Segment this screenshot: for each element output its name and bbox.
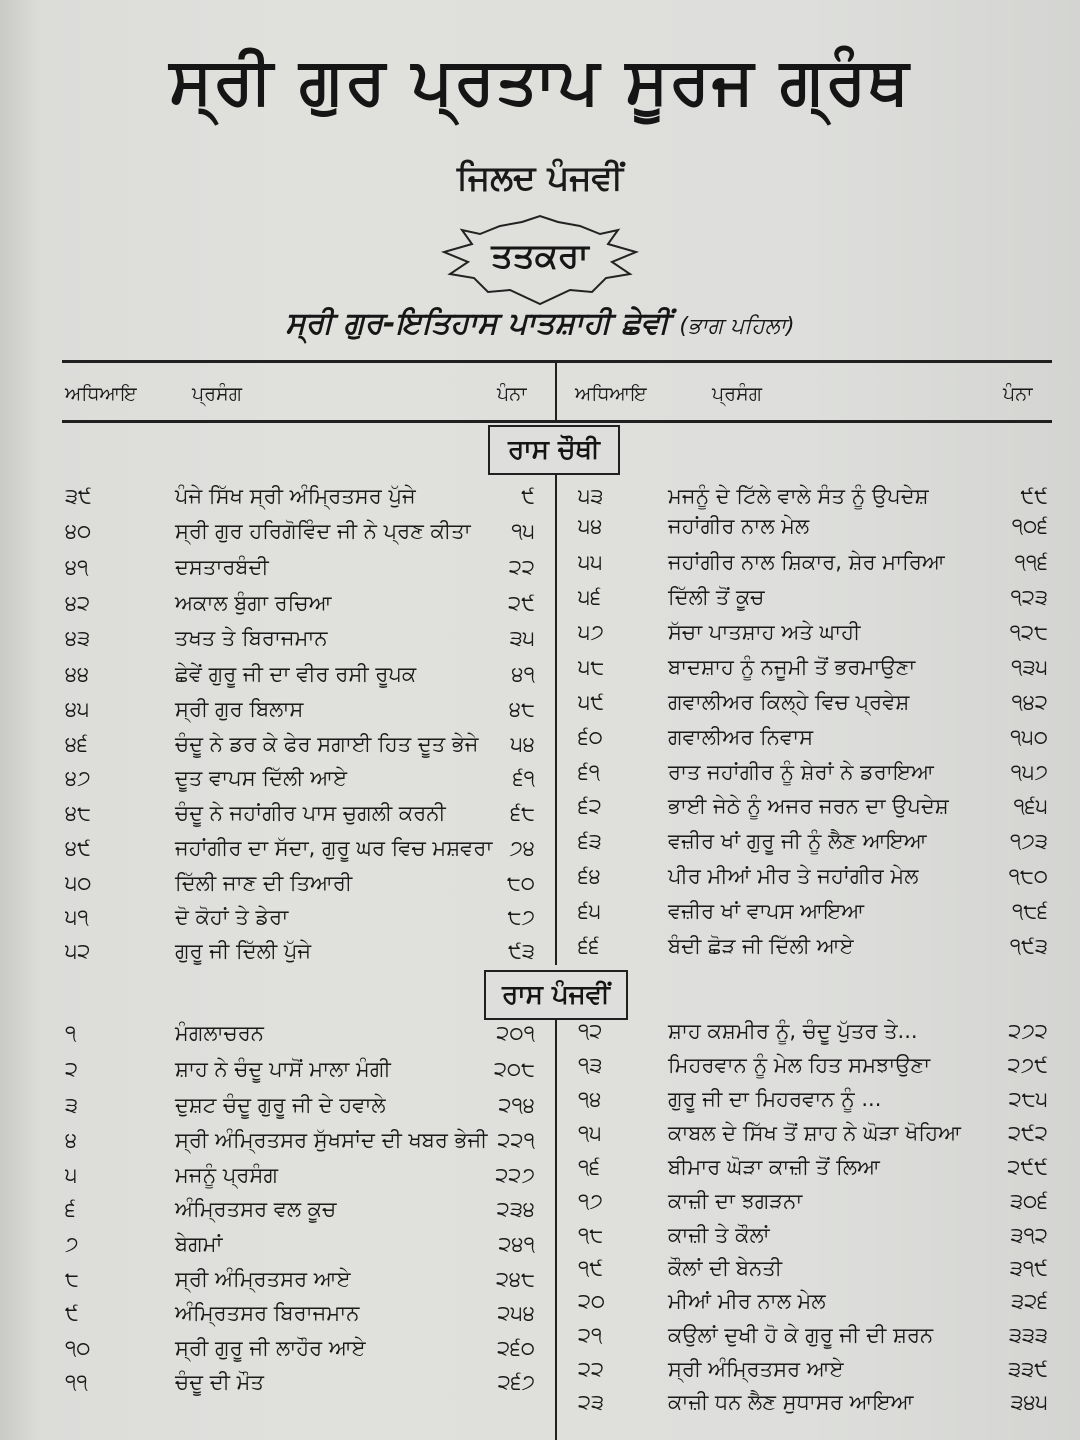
list-item[interactable] bbox=[65, 1331, 535, 1365]
table-header-rule bbox=[62, 420, 1052, 423]
chapter-topic: ਕਾਜ਼ੀ ਦਾ ਝਗੜਨਾ bbox=[668, 1189, 803, 1213]
chapter-number: ੪੩ bbox=[65, 626, 91, 650]
chapter-number: ੧੪ bbox=[578, 1087, 602, 1111]
chapter-topic: ਕੌਲਾਂ ਦੀ ਬੇਨਤੀ bbox=[668, 1256, 783, 1280]
page-number: ੧੦੬ bbox=[1011, 514, 1048, 538]
chapter-topic: ਸ੍ਰੀ ਅੰਮ੍ਰਿਤਸਰ ਸੁੱਖਸਾਂਦ ਦੀ ਖਬਰ ਭੇਜੀ bbox=[175, 1128, 488, 1152]
chapter-number: ੪੨ bbox=[65, 591, 91, 615]
col-header-chapter-right: ਅਧਿਆਇ bbox=[575, 383, 647, 405]
list-item[interactable] bbox=[578, 720, 1048, 754]
chapter-topic: ਅੰਮ੍ਰਿਤਸਰ ਬਿਰਾਜਮਾਨ bbox=[175, 1301, 360, 1325]
chapter-topic: ਵਜ਼ੀਰ ਖਾਂ ਗੁਰੂ ਜੀ ਨੂੰ ਲੈਣ ਆਇਆ bbox=[668, 829, 927, 853]
page-number: ੨੦੧ bbox=[496, 1021, 535, 1045]
chapter-number: ੬ bbox=[65, 1197, 76, 1221]
chapter-number: ੨੨ bbox=[578, 1357, 605, 1381]
chapter-topic: ਬੰਦੀ ਛੋੜ ਜੀ ਦਿੱਲੀ ਆਏ bbox=[668, 934, 854, 958]
list-item[interactable] bbox=[65, 1123, 535, 1157]
list-item[interactable] bbox=[578, 545, 1048, 579]
chapter-number: ੨੩ bbox=[578, 1390, 605, 1414]
list-item[interactable] bbox=[65, 1192, 535, 1226]
list-item[interactable] bbox=[578, 789, 1048, 823]
column-divider-part4 bbox=[555, 475, 557, 965]
list-item[interactable] bbox=[65, 900, 535, 934]
chapter-topic: ਰਾਤ ਜਹਾਂਗੀਰ ਨੂੰ ਸ਼ੇਰਾਂ ਨੇ ਡਰਾਇਆ bbox=[668, 760, 934, 784]
list-item[interactable] bbox=[578, 1184, 1048, 1218]
chapter-topic: ਦਸਤਾਰਬੰਦੀ bbox=[175, 555, 269, 579]
section-title bbox=[0, 306, 1080, 341]
page-number: ੨੩੪ bbox=[496, 1197, 535, 1221]
list-item[interactable] bbox=[578, 894, 1048, 928]
col-header-chapter-left: ਅਧਿਆਇ bbox=[65, 383, 137, 405]
col-header-topic-left: ਪ੍ਰਸੰਗ bbox=[192, 383, 242, 405]
list-item[interactable] bbox=[578, 509, 1048, 543]
col-header-topic-right: ਪ੍ਰਸੰਗ bbox=[712, 383, 762, 405]
chapter-number: ੬੬ bbox=[578, 934, 600, 958]
list-item[interactable] bbox=[65, 621, 535, 655]
chapter-topic: ਭਾਈ ਜੇਠੇ ਨੂੰ ਅਜਰ ਜਰਨ ਦਾ ਉਪਦੇਸ਼ bbox=[668, 794, 949, 818]
chapter-number: ੧੩ bbox=[578, 1053, 603, 1077]
page-number: ੨੦੮ bbox=[493, 1057, 535, 1081]
list-item[interactable] bbox=[65, 1296, 535, 1330]
page-number: ੩੧੨ bbox=[1010, 1223, 1048, 1247]
chapter-topic: ਸ੍ਰੀ ਗੁਰੂ ਜੀ ਲਾਹੌਰ ਆਏ bbox=[175, 1336, 366, 1360]
list-item[interactable] bbox=[578, 650, 1048, 684]
chapter-number: ੪੯ bbox=[65, 836, 91, 860]
page-number: ੧੧੬ bbox=[1014, 550, 1048, 574]
list-item[interactable] bbox=[65, 1016, 535, 1050]
chapter-number: ੧੦ bbox=[65, 1336, 91, 1360]
chapter-number: ੫੩ bbox=[578, 484, 604, 508]
chapter-number: ੫੦ bbox=[65, 871, 92, 895]
page-number: ੨੭੯ bbox=[1007, 1053, 1048, 1077]
page-number: ੧੨੩ bbox=[1010, 585, 1048, 609]
page-number: ੬੧ bbox=[512, 766, 535, 790]
list-item[interactable] bbox=[578, 615, 1048, 649]
page-number: ੫੪ bbox=[510, 732, 535, 756]
chapter-number: ੧ bbox=[65, 1021, 77, 1045]
list-item[interactable] bbox=[578, 685, 1048, 719]
list-item[interactable] bbox=[578, 479, 1048, 513]
list-item[interactable] bbox=[578, 1284, 1048, 1318]
chapter-topic: ਚੰਦੂ ਨੇ ਜਹਾਂਗੀਰ ਪਾਸ ਚੁਗਲੀ ਕਰਨੀ bbox=[175, 801, 446, 825]
chapter-number: ੬੫ bbox=[578, 899, 602, 923]
list-item[interactable] bbox=[65, 866, 535, 900]
chapter-number: ੪੫ bbox=[65, 697, 90, 721]
page-number: ੧੫ bbox=[511, 519, 535, 543]
list-item[interactable] bbox=[578, 1318, 1048, 1352]
part-heading-4: ਰਾਸ ਚੌਥੀ bbox=[488, 425, 620, 475]
chapter-number: ੪੮ bbox=[65, 801, 91, 825]
page-number: ੨੮੫ bbox=[1008, 1087, 1048, 1111]
page-number: ੨੪੧ bbox=[498, 1232, 535, 1256]
chapter-number: ੫੧ bbox=[65, 905, 89, 929]
chapter-number: ੮ bbox=[65, 1267, 79, 1291]
page-number: ੧੫੦ bbox=[1010, 725, 1048, 749]
chapter-topic: ਕਉਲਾਂ ਦੁਖੀ ਹੋ ਕੇ ਗੁਰੂ ਜੀ ਦੀ ਸ਼ਰਨ bbox=[668, 1323, 934, 1347]
chapter-topic: ਸ਼ਾਹ ਕਸ਼ਮੀਰ ਨੂੰ, ਚੰਦੂ ਪੁੱਤਰ ਤੇ... bbox=[668, 1019, 918, 1043]
chapter-number: ੫੪ bbox=[578, 514, 603, 538]
contents-badge bbox=[440, 212, 640, 308]
chapter-number: ੧੬ bbox=[578, 1155, 601, 1179]
chapter-topic: ਦੋ ਕੋਹਾਂ ਤੇ ਡੇਰਾ bbox=[175, 905, 289, 929]
book-title: ਸ੍ਰੀ ਗੁਰ ਪ੍ਰਤਾਪ ਸੂਰਜ ਗ੍ਰੰਥ bbox=[169, 45, 911, 119]
page-number: ੧੮੬ bbox=[1012, 899, 1048, 923]
chapter-number: ੩੯ bbox=[65, 484, 92, 508]
chapter-number: ੫ bbox=[65, 1163, 78, 1187]
chapter-topic: ਪੰਜੇ ਸਿੱਖ ਸ੍ਰੀ ਅੰਮ੍ਰਿਤਸਰ ਪੁੱਜੇ bbox=[175, 484, 416, 508]
page-number: ੩੨੬ bbox=[1011, 1289, 1048, 1313]
chapter-number: ੫੯ bbox=[578, 690, 605, 714]
list-item[interactable] bbox=[65, 1262, 535, 1296]
page-number: ੮੭ bbox=[507, 905, 535, 929]
chapter-topic: ਵਜ਼ੀਰ ਖਾਂ ਵਾਪਸ ਆਇਆ bbox=[668, 899, 865, 923]
list-item[interactable] bbox=[65, 1052, 535, 1086]
list-item[interactable] bbox=[65, 1365, 535, 1399]
chapter-topic: ਸੱਚਾ ਪਾਤਸ਼ਾਹ ਅਤੇ ਘਾਹੀ bbox=[668, 620, 861, 644]
chapter-number: ੧੫ bbox=[578, 1121, 602, 1145]
chapter-topic: ਮਿਹਰਵਾਨ ਨੂੰ ਮੇਲ ਹਿਤ ਸਮਝਾਉਣਾ bbox=[668, 1053, 931, 1077]
chapter-topic: ਚੰਦੂ ਦੀ ਮੌਤ bbox=[175, 1370, 264, 1394]
list-item[interactable] bbox=[578, 1116, 1048, 1150]
list-item[interactable] bbox=[65, 934, 535, 968]
chapter-topic: ਸ਼ਾਹ ਨੇ ਚੰਦੂ ਪਾਸੋਂ ਮਾਲਾ ਮੰਗੀ bbox=[175, 1057, 391, 1081]
page-number: ੨੨੭ bbox=[495, 1163, 535, 1187]
part-heading-5: ਰਾਸ ਪੰਜਵੀਂ bbox=[484, 970, 628, 1020]
list-item[interactable] bbox=[65, 761, 535, 795]
table-top-rule bbox=[62, 360, 1052, 363]
list-item[interactable] bbox=[65, 727, 535, 761]
page-number: ੨੫੪ bbox=[497, 1301, 535, 1325]
page-number: ੮੦ bbox=[507, 871, 535, 895]
list-item[interactable] bbox=[578, 1352, 1048, 1386]
page-number: ੧੭੩ bbox=[1009, 829, 1048, 853]
list-item[interactable] bbox=[578, 929, 1048, 963]
chapter-topic: ਮਜਨੂੰ ਪ੍ਰਸੰਗ bbox=[175, 1163, 279, 1187]
chapter-topic: ਅਕਾਲ ਬੁੰਗਾ ਰਚਿਆ bbox=[175, 591, 332, 615]
chapter-topic: ਪੀਰ ਮੀਆਂ ਮੀਰ ਤੇ ਜਹਾਂਗੀਰ ਮੇਲ bbox=[668, 864, 919, 888]
chapter-topic: ਬਾਦਸ਼ਾਹ ਨੂੰ ਨਜੂਮੀ ਤੋਂ ਭਰਮਾਉਣਾ bbox=[668, 655, 916, 679]
chapter-topic: ਸ੍ਰੀ ਗੁਰ ਬਿਲਾਸ bbox=[175, 697, 304, 721]
page-number: ੨੨੧ bbox=[497, 1128, 535, 1152]
page-number: ੨੯ bbox=[508, 591, 535, 615]
chapter-topic: ਕਾਜ਼ੀ ਤੇ ਕੌਲਾਂ bbox=[668, 1223, 770, 1247]
list-item[interactable] bbox=[578, 1150, 1048, 1184]
chapter-number: ੬੦ bbox=[578, 725, 603, 749]
chapter-topic: ਮੰਗਲਾਚਰਨ bbox=[175, 1021, 264, 1045]
chapter-topic: ਗਵਾਲੀਅਰ ਕਿਲ੍ਹੇ ਵਿਚ ਪ੍ਰਵੇਸ਼ bbox=[668, 690, 910, 714]
chapter-number: ੪ bbox=[65, 1128, 78, 1152]
chapter-number: ੫੫ bbox=[578, 550, 603, 574]
chapter-number: ੧੨ bbox=[578, 1019, 603, 1043]
list-item[interactable] bbox=[578, 755, 1048, 789]
page-number: ੭੪ bbox=[509, 836, 535, 860]
list-item[interactable] bbox=[65, 657, 535, 691]
chapter-topic: ਛੇਵੇਂ ਗੁਰੂ ਜੀ ਦਾ ਵੀਰ ਰਸੀ ਰੂਪਕ bbox=[175, 662, 417, 686]
volume-label: ਜਿਲਦ ਪੰਜਵੀਂ bbox=[456, 158, 624, 198]
chapter-number: ੭ bbox=[65, 1232, 79, 1256]
list-item[interactable] bbox=[578, 824, 1048, 858]
list-item[interactable] bbox=[65, 692, 535, 726]
list-item[interactable] bbox=[65, 1227, 535, 1261]
list-item[interactable] bbox=[578, 1048, 1048, 1082]
chapter-topic: ਮਜਨੂੰ ਦੇ ਟਿੱਲੇ ਵਾਲੇ ਸੰਤ ਨੂੰ ਉਪਦੇਸ਼ bbox=[668, 484, 929, 508]
chapter-number: ੪੪ bbox=[65, 662, 90, 686]
chapter-topic: ਦੂਤ ਵਾਪਸ ਦਿੱਲੀ ਆਏ bbox=[175, 766, 348, 790]
section-title-note: (ਭਾਗ ਪਹਿਲਾ) bbox=[679, 314, 795, 339]
chapter-number: ੨੧ bbox=[578, 1323, 603, 1347]
page-number: ੧੩੫ bbox=[1011, 655, 1048, 679]
chapter-number: ੫੭ bbox=[578, 620, 604, 644]
chapter-number: ੯ bbox=[65, 1301, 79, 1325]
chapter-number: ੪੦ bbox=[65, 519, 92, 543]
chapter-topic: ਸ੍ਰੀ ਅੰਮ੍ਰਿਤਸਰ ਆਏ bbox=[668, 1357, 844, 1381]
chapter-number: ੨੦ bbox=[578, 1289, 606, 1313]
chapter-number: ੬੪ bbox=[578, 864, 601, 888]
page-number: ੨੬੦ bbox=[497, 1336, 535, 1360]
chapter-number: ੨ bbox=[65, 1057, 79, 1081]
chapter-number: ੬੧ bbox=[578, 760, 601, 784]
chapter-topic: ਜਹਾਂਗੀਰ ਨਾਲ ਸ਼ਿਕਾਰ, ਸ਼ੇਰ ਮਾਰਿਆ bbox=[668, 550, 945, 574]
page-number: ੧੨੮ bbox=[1009, 620, 1048, 644]
page-number: ੩੦੬ bbox=[1010, 1189, 1048, 1213]
list-item[interactable] bbox=[578, 1014, 1048, 1048]
list-item[interactable] bbox=[65, 479, 535, 513]
list-item[interactable] bbox=[578, 1251, 1048, 1285]
page-number: ੨੯੯ bbox=[1007, 1155, 1048, 1179]
list-item[interactable] bbox=[65, 831, 535, 865]
chapter-number: ੩ bbox=[65, 1093, 79, 1117]
chapter-topic: ਗੁਰੂ ਜੀ ਦਿੱਲੀ ਪੁੱਜੇ bbox=[175, 939, 312, 963]
list-item[interactable] bbox=[65, 1088, 535, 1122]
chapter-topic: ਕਾਬਲ ਦੇ ਸਿੱਖ ਤੋਂ ਸ਼ਾਹ ਨੇ ਘੋੜਾ ਖੋਹਿਆ bbox=[668, 1121, 961, 1145]
page-number: ੨੪੮ bbox=[495, 1267, 535, 1291]
page-number: ੧੯੩ bbox=[1009, 934, 1048, 958]
list-item[interactable] bbox=[65, 796, 535, 830]
page-number: ੨੨ bbox=[508, 555, 535, 579]
column-divider-part5 bbox=[555, 1018, 557, 1440]
page-number: ੧੪੨ bbox=[1011, 690, 1048, 714]
page-number: ੧੬੫ bbox=[1013, 794, 1048, 818]
chapter-topic: ਬੀਮਾਰ ਘੋੜਾ ਕਾਜ਼ੀ ਤੋਂ ਲਿਆ bbox=[668, 1155, 880, 1179]
page-number: ੯ bbox=[521, 484, 535, 508]
page-number: ੨੬੭ bbox=[497, 1370, 535, 1394]
section-title-main: ਸ੍ਰੀ ਗੁਰ-ਇਤਿਹਾਸ ਪਾਤਸ਼ਾਹੀ ਛੇਵੀਂ bbox=[285, 306, 669, 341]
page-number: ੬੮ bbox=[510, 801, 535, 825]
col-header-page-right: ਪੰਨਾ bbox=[1003, 383, 1033, 405]
list-item[interactable] bbox=[578, 1385, 1048, 1419]
page-number: ੩੪੫ bbox=[1010, 1390, 1048, 1414]
chapter-topic: ਜਹਾਂਗੀਰ ਨਾਲ ਮੇਲ bbox=[668, 514, 810, 538]
chapter-number: ੬੩ bbox=[578, 829, 602, 853]
list-item[interactable] bbox=[65, 586, 535, 620]
list-item[interactable] bbox=[65, 514, 535, 548]
chapter-topic: ਗੁਰੂ ਜੀ ਦਾ ਮਿਹਰਵਾਨ ਨੂੰ ... bbox=[668, 1087, 882, 1111]
chapter-number: ੫੮ bbox=[578, 655, 605, 679]
chapter-topic: ਦਿੱਲੀ ਤੋਂ ਕੂਚ bbox=[668, 585, 765, 609]
chapter-topic: ਬੇਗਮਾਂ bbox=[175, 1232, 223, 1256]
header-divider bbox=[555, 360, 557, 420]
list-item[interactable] bbox=[578, 859, 1048, 893]
list-item[interactable] bbox=[578, 1082, 1048, 1116]
col-header-page-left: ਪੰਨਾ bbox=[497, 383, 527, 405]
page-number: ੪੮ bbox=[509, 697, 535, 721]
chapter-topic: ਤਖਤ ਤੇ ਬਿਰਾਜਮਾਨ bbox=[175, 626, 328, 650]
chapter-number: ੪੧ bbox=[65, 555, 89, 579]
page-number: ੩੩੩ bbox=[1008, 1323, 1048, 1347]
page-number: ੩੧੯ bbox=[1009, 1256, 1048, 1280]
chapter-number: ੪੬ bbox=[65, 732, 88, 756]
page-number: ੨੯੨ bbox=[1008, 1121, 1048, 1145]
page-number: ੧੮੦ bbox=[1008, 864, 1048, 888]
page-number: ੪੧ bbox=[511, 662, 535, 686]
chapter-topic: ਸ੍ਰੀ ਗੁਰ ਹਰਿਗੋਵਿੰਦ ਜੀ ਨੇ ਪ੍ਰਣ ਕੀਤਾ bbox=[175, 519, 471, 543]
page-number: ੩੩੯ bbox=[1008, 1357, 1048, 1381]
page-number: ੯੯ bbox=[1020, 484, 1048, 508]
chapter-number: ੧੯ bbox=[578, 1256, 604, 1280]
page-number: ੨੭੨ bbox=[1008, 1019, 1048, 1043]
chapter-number: ੧੮ bbox=[578, 1223, 604, 1247]
chapter-topic: ਕਾਜ਼ੀ ਧਨ ਲੈਣ ਸੁਧਾਸਰ ਆਇਆ bbox=[668, 1390, 914, 1414]
chapter-number: ੪੭ bbox=[65, 766, 91, 790]
page-number: ੯੩ bbox=[508, 939, 535, 963]
list-item[interactable] bbox=[65, 1158, 535, 1192]
chapter-topic: ਚੰਦੂ ਨੇ ਡਰ ਕੇ ਫੇਰ ਸਗਾਈ ਹਿਤ ਦੂਤ ਭੇਜੇ bbox=[175, 732, 479, 756]
chapter-number: ੫੬ bbox=[578, 585, 602, 609]
chapter-topic: ਸ੍ਰੀ ਅੰਮ੍ਰਿਤਸਰ ਆਏ bbox=[175, 1267, 351, 1291]
list-item[interactable] bbox=[65, 550, 535, 584]
chapter-number: ੫੨ bbox=[65, 939, 91, 963]
chapter-topic: ਅੰਮ੍ਰਿਤਸਰ ਵਲ ਕੂਚ bbox=[175, 1197, 337, 1221]
chapter-topic: ਦਿੱਲੀ ਜਾਣ ਦੀ ਤਿਆਰੀ bbox=[175, 871, 353, 895]
chapter-topic: ਦੁਸ਼ਟ ਚੰਦੂ ਗੁਰੂ ਜੀ ਦੇ ਹਵਾਲੇ bbox=[175, 1093, 386, 1117]
page-number: ੧੫੭ bbox=[1010, 760, 1048, 784]
chapter-number: ੧੧ bbox=[65, 1370, 88, 1394]
chapter-topic: ਮੀਆਂ ਮੀਰ ਨਾਲ ਮੇਲ bbox=[668, 1289, 826, 1313]
badge-label: ਤਤਕਰਾ bbox=[491, 236, 589, 276]
chapter-number: ੧੭ bbox=[578, 1189, 603, 1213]
chapter-number: ੬੨ bbox=[578, 794, 602, 818]
page-number: ੩੫ bbox=[509, 626, 535, 650]
list-item[interactable] bbox=[578, 1218, 1048, 1252]
page-number: ੨੧੪ bbox=[498, 1093, 535, 1117]
chapter-topic: ਗਵਾਲੀਅਰ ਨਿਵਾਸ bbox=[668, 725, 814, 749]
list-item[interactable] bbox=[578, 580, 1048, 614]
chapter-topic: ਜਹਾਂਗੀਰ ਦਾ ਸੱਦਾ, ਗੁਰੂ ਘਰ ਵਿਚ ਮਸ਼ਵਰਾ bbox=[175, 836, 493, 860]
